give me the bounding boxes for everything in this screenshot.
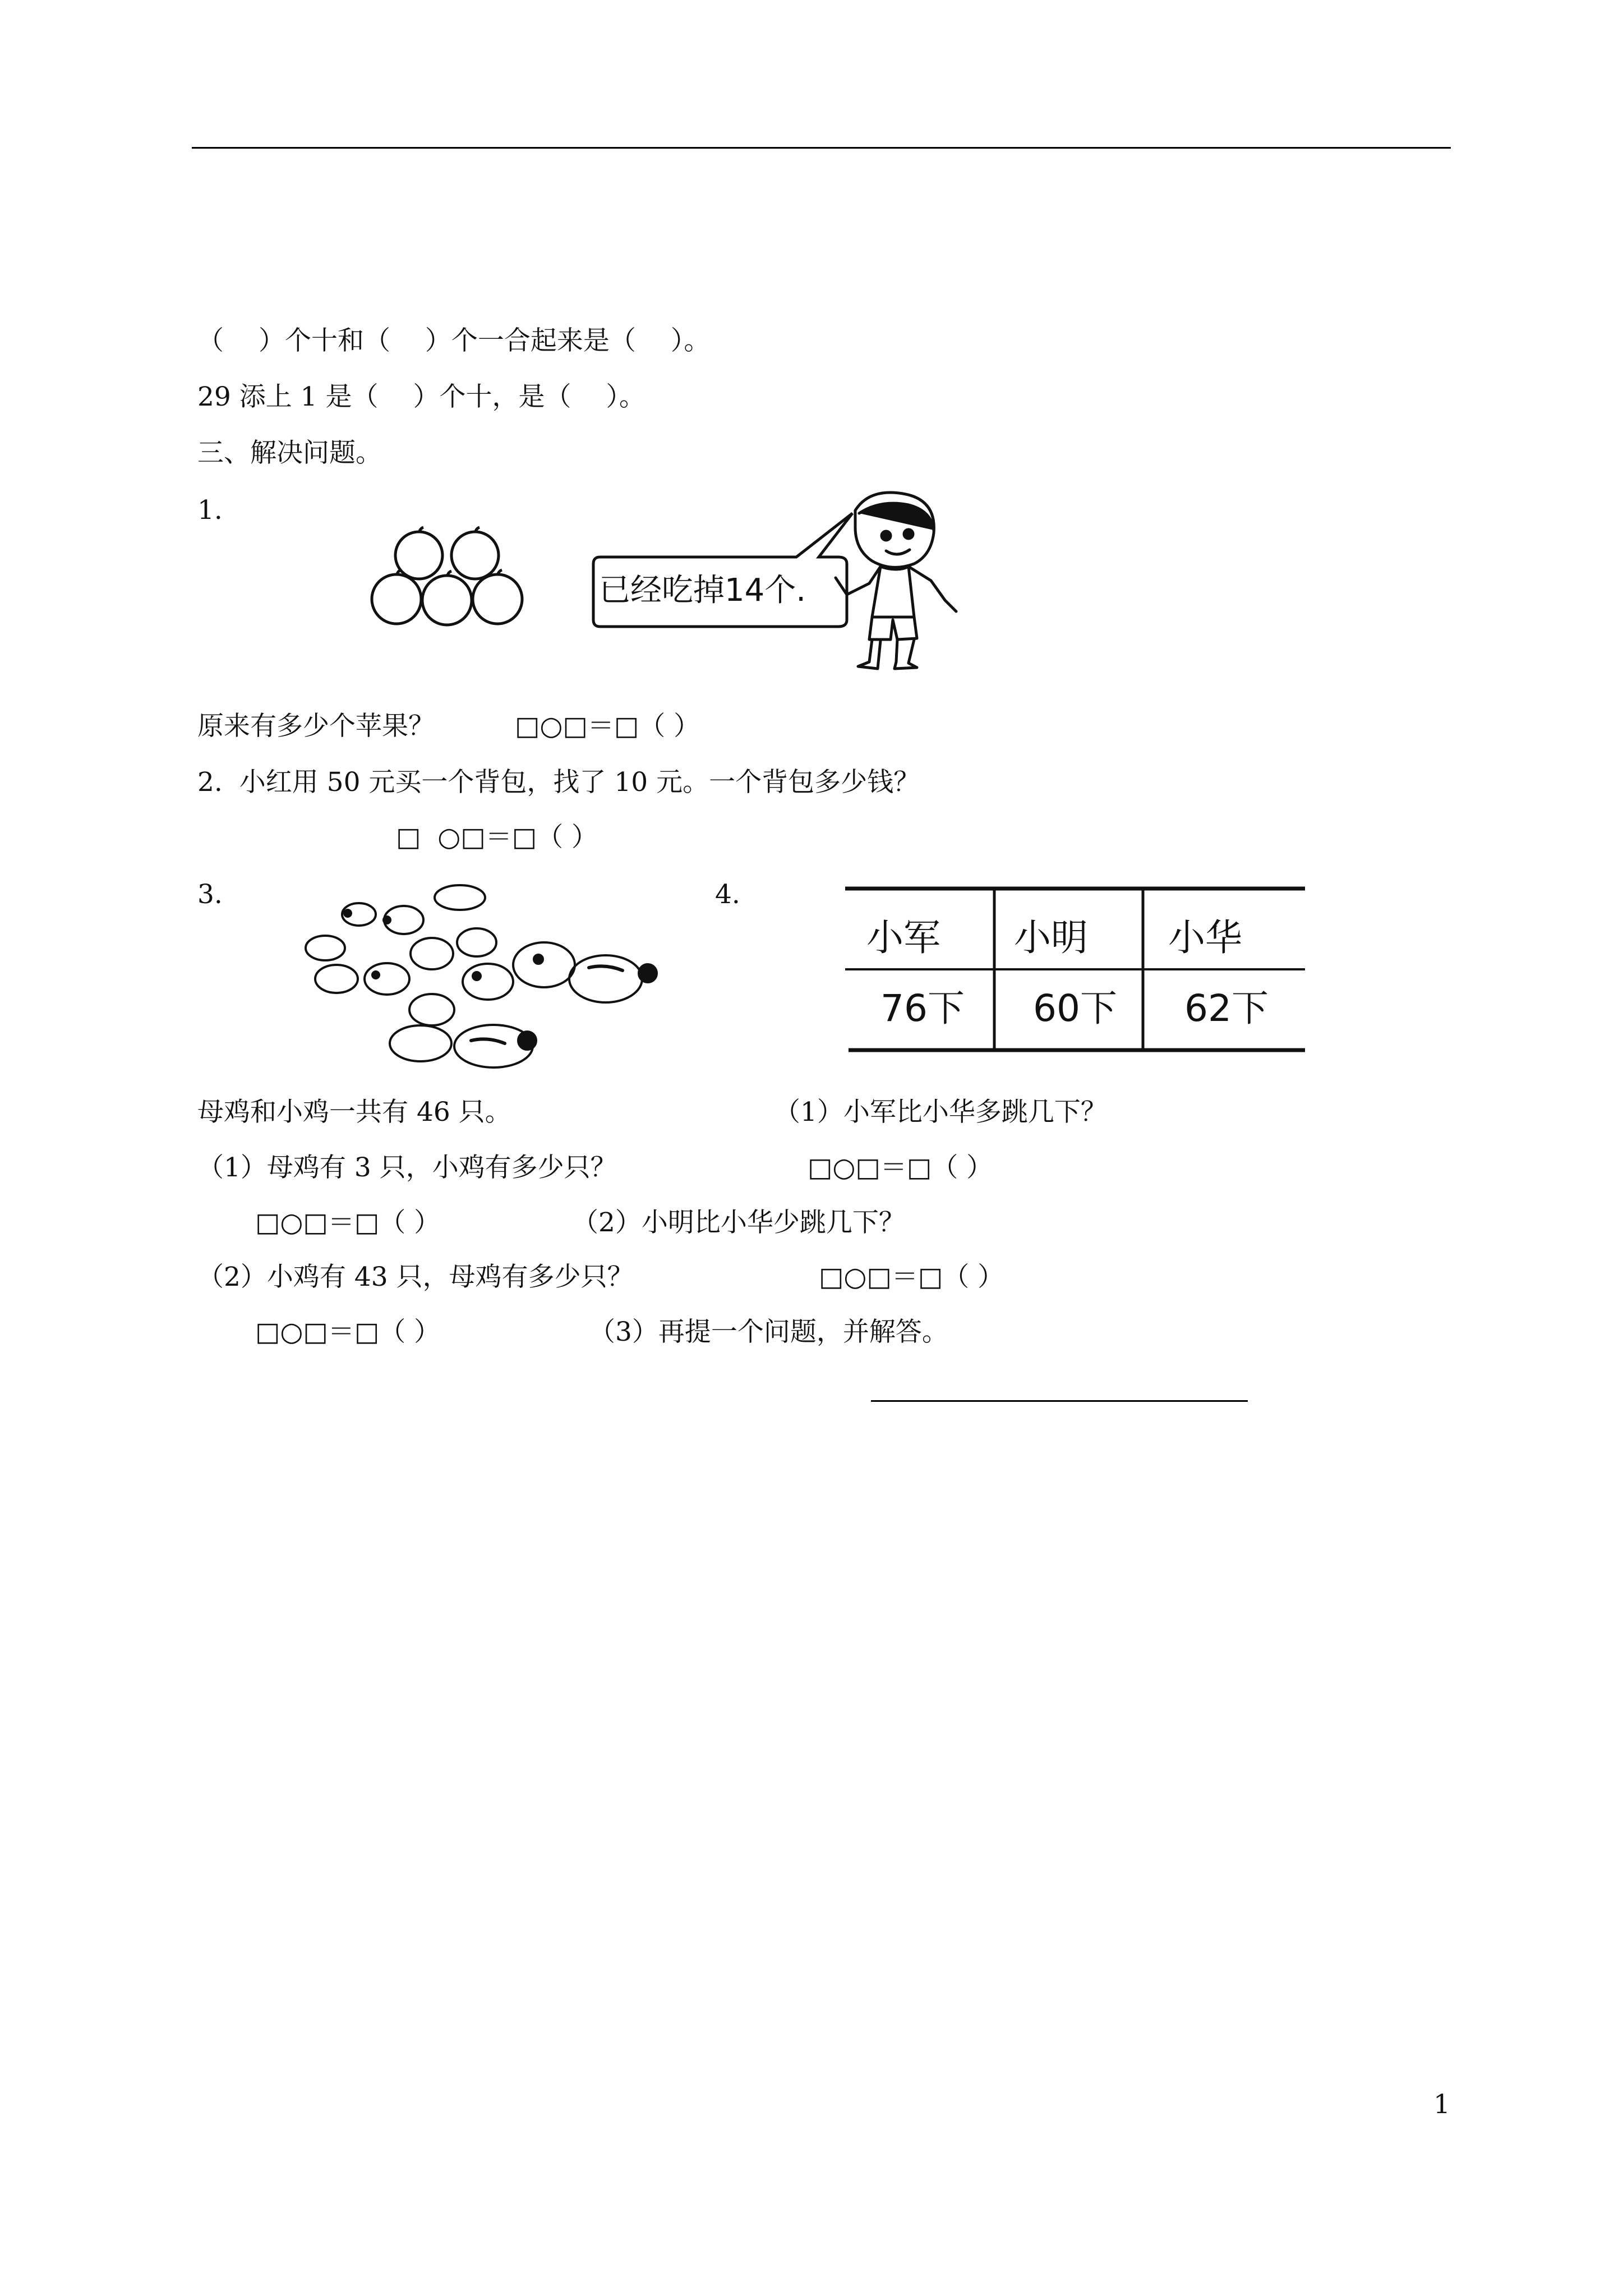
q1-question: 原来有多少个苹果？ [197, 711, 435, 742]
table-header-xiaojun: 小军 [866, 916, 940, 959]
q4-sub2-answer: □○□＝□（ ） [819, 1262, 1004, 1292]
section-heading: 三、解决问题。 [197, 438, 382, 468]
q3-sub1-answer: □○□＝□（ ） [255, 1207, 441, 1238]
q3-sub1: （1）母鸡有 3 只，小鸡有多少只？ [197, 1152, 617, 1183]
q4-answer-line [871, 1400, 1248, 1402]
q3-sub2: （2）小鸡有 43 只，母鸡有多少只？ [197, 1262, 634, 1292]
fill-line-1: （ ）个十和（ ）个一合起来是（ ）。 [197, 325, 711, 356]
q2-answer-blank: □ ○□＝□（ ） [396, 822, 598, 853]
boy-illustration [824, 488, 976, 679]
q4-number: 4. [715, 879, 740, 910]
q4-sub1-answer: □○□＝□（ ） [808, 1152, 993, 1183]
chickens-illustration [292, 881, 695, 1071]
table-value-xiaoming: 60下 [1033, 987, 1117, 1030]
header-rule [192, 147, 1451, 149]
table-value-xiaojun: 76下 [880, 987, 965, 1030]
fill-line-2: 29 添上 1 是（ ）个十，是（ ）。 [197, 381, 645, 412]
apples-illustration [373, 527, 530, 631]
speech-bubble [583, 508, 864, 631]
q4-sub3: （3）再提一个问题，并解答。 [589, 1317, 948, 1347]
q3-sub2-answer: □○□＝□（ ） [255, 1317, 441, 1347]
q1-answer-blank: □○□＝□（ ） [515, 711, 700, 742]
q2-question: 2. 小红用 50 元买一个背包，找了 10 元。一个背包多少钱？ [197, 767, 920, 798]
q3-stem: 母鸡和小鸡一共有 46 只。 [197, 1097, 511, 1128]
q1-number: 1. [197, 495, 223, 526]
speech-bubble-text: 已经吃掉14个. [599, 572, 806, 609]
page-number: 1 [1433, 2089, 1450, 2120]
table-value-xiaohua: 62下 [1184, 987, 1269, 1030]
q4-sub1: （1）小军比小华多跳几下？ [774, 1097, 1107, 1128]
table-header-xiaoming: 小明 [1014, 916, 1088, 959]
q4-sub2: （2）小明比小华少跳几下？ [572, 1207, 905, 1238]
q3-number: 3. [197, 879, 223, 910]
table-header-xiaohua: 小华 [1168, 916, 1242, 959]
